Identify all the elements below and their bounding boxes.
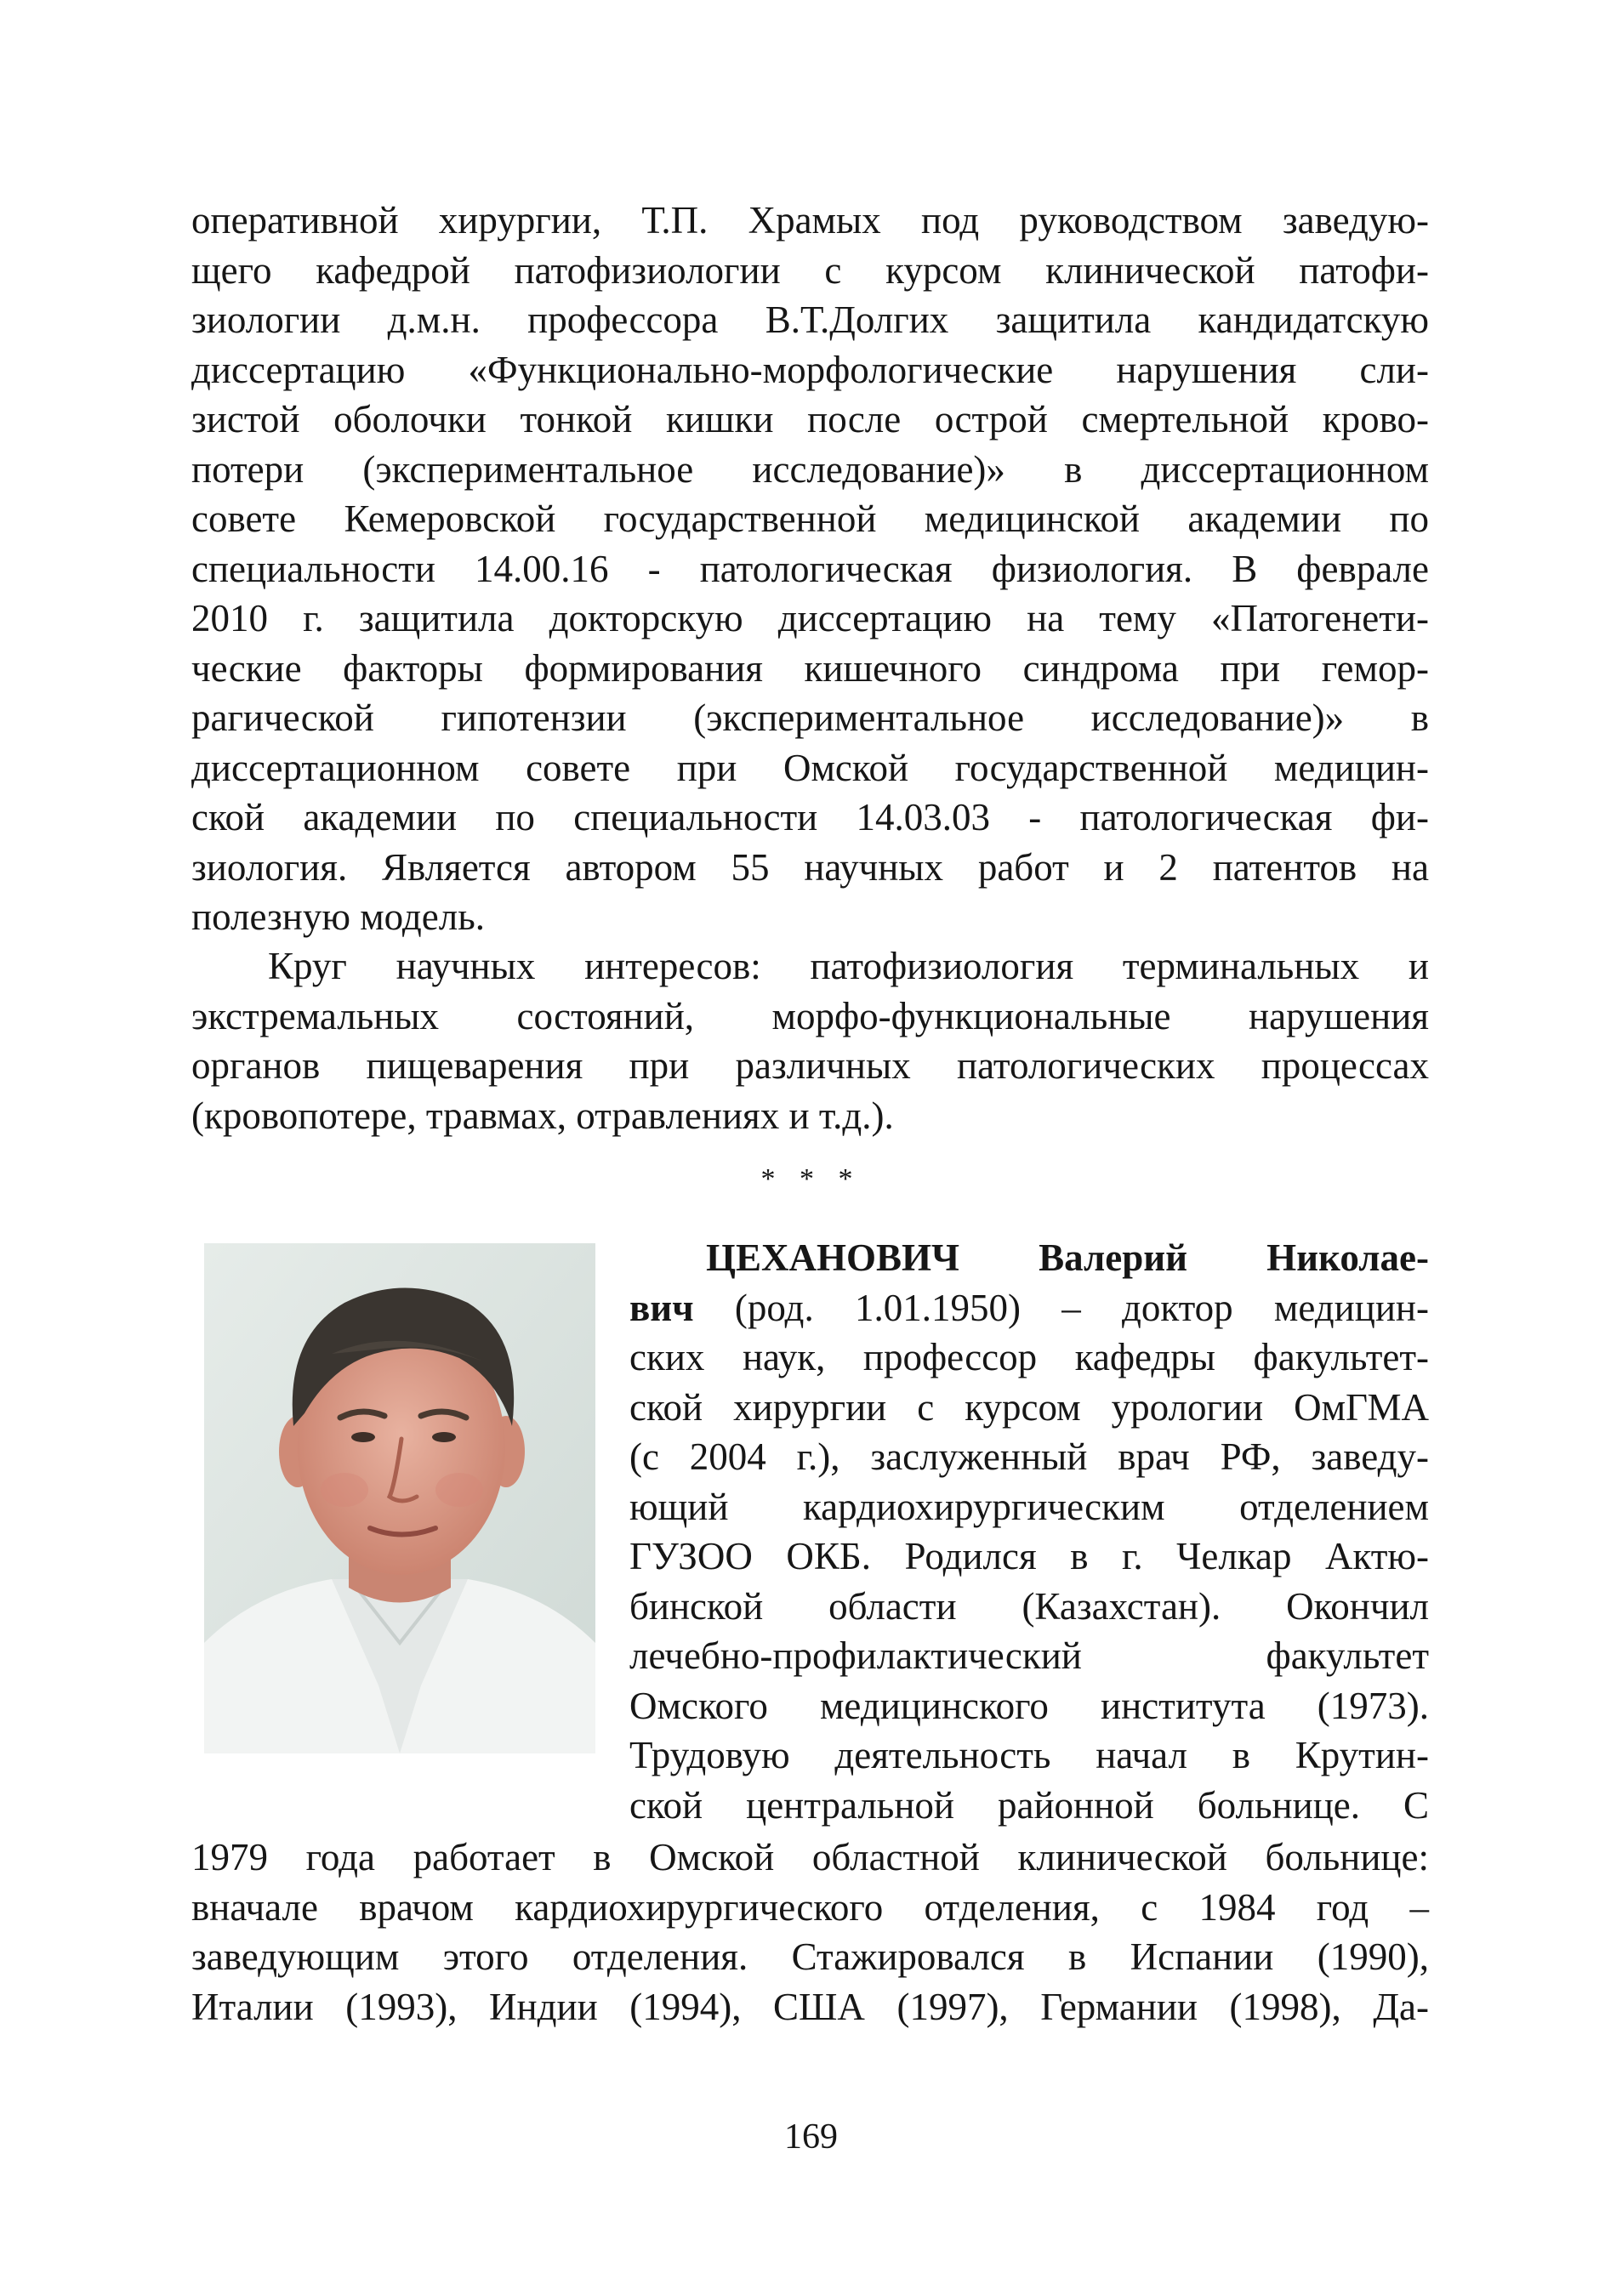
page-number: 169	[784, 2117, 838, 2157]
text-line: зистой оболочки тонкой кишки после острой смертельной крово-	[191, 398, 1429, 440]
text-line: заведующим этого отделения. Стажировался в Испании (1990),	[191, 1935, 1429, 1978]
bio-name-end: вич	[629, 1286, 694, 1329]
text-line: ской хирургии с курсом урологии ОмГМА	[629, 1385, 1429, 1429]
text-line: (с 2004 г.), заслуженный врач РФ, заведу-	[629, 1435, 1429, 1478]
bio-continuation	[191, 1833, 1429, 2032]
text-line: Италии (1993), Индии (1994), США (1997), Германии (1998), Да-	[191, 1985, 1429, 2028]
text-line	[629, 1283, 1429, 1333]
text-line: 2010 г. защитила докторскую диссертацию на тему «Патогенети-	[191, 597, 1429, 639]
section-separator: * * *	[760, 1163, 862, 1195]
paragraph-research-interests	[191, 941, 1429, 1140]
text-line: полезную модель.	[191, 895, 485, 938]
text-line: 1979 года работает в Омской областной клинической больнице:	[191, 1836, 1429, 1878]
text-line: ГУЗОО ОКБ. Родился в г. Челкар Актю-	[629, 1535, 1429, 1577]
text-line: потери (экспериментальное исследование)» в диссертационном	[191, 447, 1429, 491]
text-line: ской академии по специальности 14.03.03 - патологическая фи-	[191, 796, 1429, 838]
bio-name: ЦЕХАНОВИЧ Валерий Николае-	[706, 1236, 1429, 1279]
text-line: ющий кардиохирургическим отделением	[629, 1485, 1429, 1528]
text-line: экстремальных состояний, морфо-функциональные нарушения	[191, 994, 1429, 1037]
portrait-illustration	[204, 1243, 595, 1753]
text-line: зиология. Является автором 55 научных работ и 2 патентов на	[191, 845, 1429, 889]
bio-wrapped-text	[629, 1233, 1429, 1830]
text-line: органов пищеварения при различных патологических процессах	[191, 1044, 1429, 1087]
text-line: (кровопотере, травмах, отравлениях и т.д.).	[191, 1094, 894, 1137]
text-line: ческие факторы формирования кишечного синдрома при гемор-	[191, 646, 1429, 690]
bio-name-heading	[629, 1233, 1429, 1283]
text-line: зиологии д.м.н. профессора В.Т.Долгих защитила кандидатскую	[191, 298, 1429, 341]
bio-birth-text: (род. 1.01.1950) – доктор медицин-	[693, 1286, 1429, 1329]
text-line: бинской области (Казахстан). Окончил	[629, 1584, 1429, 1628]
text-line: оперативной хирургии, Т.П. Храмых под руководством заведую-	[191, 199, 1429, 242]
text-line: Круг научных интересов: патофизиология терминальных и	[268, 945, 1429, 987]
text-line: совете Кемеровской государственной медицинской академии по	[191, 497, 1429, 540]
text-line: диссертацию «Функционально-морфологические нарушения сли-	[191, 348, 1429, 391]
text-line: лечебно-профилактический факультет	[629, 1634, 1429, 1677]
paragraph-dissertation	[191, 196, 1429, 942]
portrait-photo	[204, 1243, 595, 1753]
text-line: щего кафедрой патофизиологии с курсом клинической патофи-	[191, 248, 1429, 292]
text-line: рагической гипотензии (экспериментальное исследование)» в	[191, 696, 1429, 739]
text-line: диссертационном совете при Омской государственной медицин-	[191, 746, 1429, 789]
text-line: Трудовую деятельность начал в Крутин-	[629, 1734, 1429, 1776]
text-line: ских наук, профессор кафедры факультет-	[629, 1336, 1429, 1378]
text-line: ской центральной районной больнице. С	[629, 1783, 1429, 1827]
text-line: Омского медицинского института (1973).	[629, 1684, 1429, 1727]
text-line: специальности 14.00.16 - патологическая физиология. В феврале	[191, 547, 1429, 590]
text-line: вначале врачом кардиохирургического отделения, с 1984 год –	[191, 1885, 1429, 1929]
